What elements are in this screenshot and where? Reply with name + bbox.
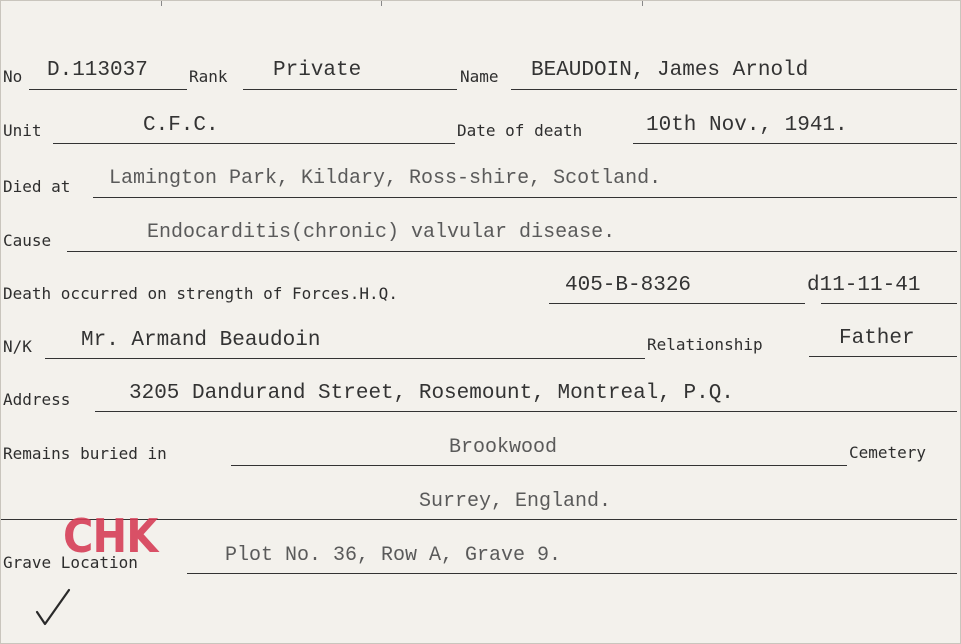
rank-value: Private <box>273 59 362 82</box>
name-label: Name <box>460 67 499 86</box>
unit-underline <box>53 143 455 144</box>
grave-label: Grave Location <box>3 553 138 572</box>
date-label: Date of death <box>457 121 583 140</box>
strength-underline <box>549 303 805 304</box>
cause-label: Cause <box>3 231 52 250</box>
rank-underline <box>243 89 457 90</box>
checkmark-icon <box>33 586 73 628</box>
top-edge-mark <box>161 1 162 6</box>
nk-label: N/K <box>3 337 32 356</box>
nk-value: Mr. Armand Beaudoin <box>81 329 321 352</box>
strength-value: 405-B-8326 <box>565 274 692 297</box>
address-label: Address <box>3 390 71 409</box>
unit-label: Unit <box>3 121 42 140</box>
relationship-label: Relationship <box>647 335 763 354</box>
address-underline <box>95 411 957 412</box>
date-value: 10th Nov., 1941. <box>646 114 848 137</box>
strength-date: d11-11-41 <box>807 274 921 297</box>
cause-value: Endocarditis(chronic) valvular disease. <box>147 221 616 244</box>
died-value: Lamington Park, Kildary, Ross-shire, Scotland. <box>109 167 662 190</box>
address-value: 3205 Dandurand Street, Rosemount, Montreal, P.Q. <box>129 382 734 405</box>
chk-stamp: CHK <box>63 509 158 563</box>
unit-value: C.F.C. <box>143 114 219 137</box>
top-edge-mark <box>642 1 643 6</box>
remains-label: Remains buried in <box>3 444 167 463</box>
strength-label: Death occurred on strength of Forces.H.Q. <box>3 284 398 303</box>
strength-date-underline <box>821 303 957 304</box>
grave-value: Plot No. 36, Row A, Grave 9. <box>225 544 562 567</box>
nk-underline <box>45 358 645 359</box>
no-label: No <box>3 67 23 86</box>
no-value: D.113037 <box>47 59 148 82</box>
name-underline <box>511 89 957 90</box>
name-value: BEAUDOIN, James Arnold <box>531 59 809 82</box>
relationship-underline <box>809 356 957 357</box>
date-underline <box>633 143 957 144</box>
relationship-value: Father <box>839 327 915 350</box>
no-underline <box>29 89 187 90</box>
remains-underline <box>231 465 847 466</box>
rank-label: Rank <box>189 67 228 86</box>
cause-underline <box>67 251 957 252</box>
remains-value: Brookwood <box>449 436 558 459</box>
grave-underline <box>187 573 957 574</box>
died-underline <box>93 197 957 198</box>
location2-value: Surrey, England. <box>419 490 612 513</box>
cemetery-label: Cemetery <box>849 443 927 462</box>
died-label: Died at <box>3 177 71 196</box>
top-edge-mark <box>381 1 382 6</box>
